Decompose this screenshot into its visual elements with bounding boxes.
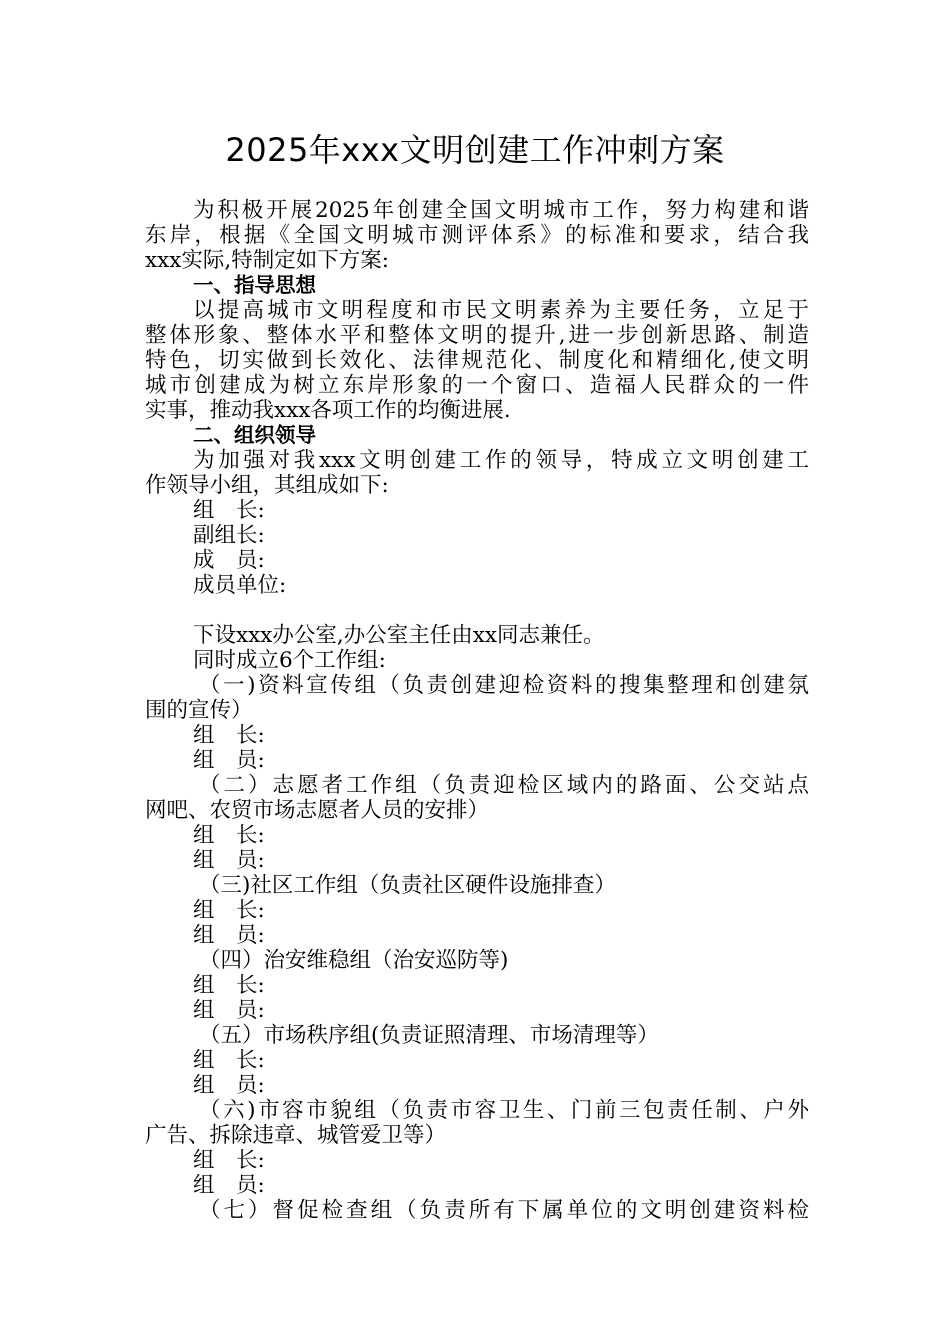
paragraph-line: 为加强对我xxx文明创建工作的领导，特成立文明创建工 [193,448,809,473]
role-line: 组 长: [193,498,265,523]
group-leader-line: 组 长: [193,1048,265,1073]
group-title-line: （一)资料宣传组（负责创建迎检资料的搜集整理和创建氛 [199,673,809,698]
group-member-line: 组 员: [193,748,265,773]
group-title-line: 网吧、农贸市场志愿者人员的安排） [145,798,490,823]
group-member-line: 组 员: [193,848,265,873]
document-body [145,198,809,1223]
group-leader-line: 组 长: [193,823,265,848]
group-title-line: （六)市容市貌组（负责市容卫生、门前三包责任制、户外 [199,1098,809,1123]
intro-line: 为积极开展2025年创建全国文明城市工作，努力构建和谐 [193,198,809,223]
group-member-line: 组 员: [193,1173,265,1198]
section-heading-guiding-thought: 一、指导思想 [193,273,316,297]
role-line: 副组长: [193,523,265,548]
groups-intro-line: 同时成立6个工作组: [193,648,386,673]
group-title-line: （七）督促检查组（负责所有下属单位的文明创建资料检 [199,1198,809,1223]
group-leader-line: 组 长: [193,1148,265,1173]
group-leader-line: 组 长: [193,898,265,923]
group-leader-line: 组 长: [193,723,265,748]
group-title-line: （五）市场秩序组(负责证照清理、市场清理等） [199,1023,659,1048]
group-leader-line: 组 长: [193,973,265,998]
paragraph-line: 以提高城市文明程度和市民文明素养为主要任务，立足于 [193,298,809,323]
group-title-line: 广告、拆除违章、城管爱卫等） [145,1123,447,1148]
paragraph-line: 特色，切实做到长效化、法律规范化、制度化和精细化,使文明 [145,348,809,373]
document-title: 2025年xxx文明创建工作冲刺方案 [225,131,725,169]
group-title-line: （四）治安维稳组（治安巡防等) [199,948,509,973]
intro-line: xxx实际,特制定如下方案: [145,248,389,273]
role-line: 成员单位: [193,573,287,598]
group-member-line: 组 员: [193,998,265,1023]
group-title-line: 围的宣传） [145,698,253,723]
group-member-line: 组 员: [193,923,265,948]
section-heading-organization: 二、组织领导 [193,423,316,447]
role-line: 成 员: [193,548,265,573]
group-member-line: 组 员: [193,1073,265,1098]
intro-line: 东岸，根据《全国文明城市测评体系》的标准和要求，结合我 [145,223,809,248]
paragraph-line: 作领导小组，其组成如下: [145,473,389,498]
group-title-line: （二）志愿者工作组（负责迎检区域内的路面、公交站点 [199,773,809,798]
paragraph-line: 实事，推动我xxx各项工作的均衡进展. [145,398,511,423]
paragraph-line: 城市创建成为树立东岸形象的一个窗口、造福人民群众的一件 [145,373,809,398]
office-line: 下设xxx办公室,办公室主任由xx同志兼任。 [193,623,605,648]
group-title-line: （三)社区工作组（负责社区硬件设施排查） [199,873,616,898]
blank-line [145,598,809,623]
paragraph-line: 整体形象、整体水平和整体文明的提升,进一步创新思路、制造 [145,323,809,348]
